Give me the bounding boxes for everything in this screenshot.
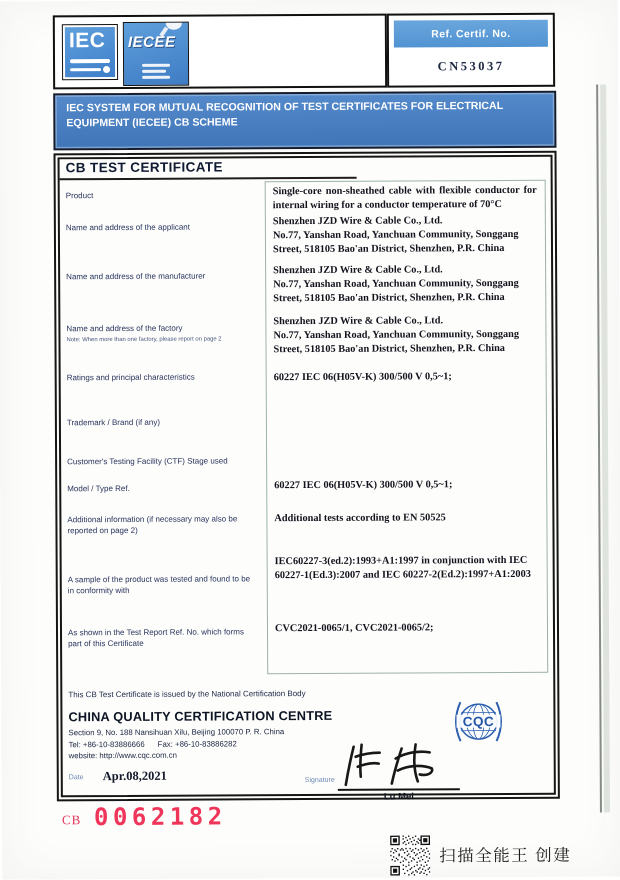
signature-label: Signature bbox=[304, 776, 335, 785]
field-label-ctf: Customer's Testing Facility (CTF) Stage used bbox=[67, 456, 228, 467]
org-address: Section 9, No. 188 Nansihuan Xilu, Beijing 100070 P. R. China bbox=[68, 727, 285, 738]
signature-handwriting bbox=[332, 738, 462, 789]
iecee-plug-icon bbox=[142, 76, 170, 79]
field-value-conformity: IEC60227-3(ed.2):1993+A1:1997 in conjunction with IEC 60227-1(Ed.3):2007 and IEC 60227-2(Ed.2):1997+A1:2003 bbox=[274, 554, 531, 582]
field-value-product: Single-core non-sheathed cable with flexible conductor for internal wiring for a conductor temperature of 70°C bbox=[272, 184, 537, 212]
field-label-manufacturer: Name and address of the manufacturer bbox=[66, 271, 206, 282]
iec-logo-bar bbox=[70, 68, 101, 71]
field-value-ratings: 60227 IEC 06(H05V-K) 300/500 V 0,5~1; bbox=[273, 371, 452, 384]
field-label-trademark: Trademark / Brand (if any) bbox=[66, 417, 161, 428]
ref-certif-label: Ref. Certif. No. bbox=[394, 20, 548, 48]
field-value-factory: Shenzhen JZD Wire & Cable Co., Ltd. No.77, Yanshan Road, Yanchuan Community, Songgang Street, 518105 Bao'an District, Shenzhen, P.R. China bbox=[273, 315, 520, 356]
org-name: CHINA QUALITY CERTIFICATION CENTRE bbox=[68, 707, 333, 725]
factory-note: Note: When more than one factory, please report on page 2 bbox=[66, 336, 222, 344]
date-label: Date bbox=[68, 774, 84, 782]
scanner-watermark-text: 扫描全能王 创建 bbox=[439, 846, 572, 866]
field-label-additional-info: Additional information (if necessary may also be reported on page 2) bbox=[67, 514, 238, 536]
org-website: website: http://www.cqc.com.cn bbox=[68, 750, 178, 761]
field-label-test-report: As shown in the Test Report Ref. No. which forms part of this Certificate bbox=[67, 627, 244, 649]
field-label-model: Model / Type Ref. bbox=[67, 483, 130, 494]
field-value-applicant: Shenzhen JZD Wire & Cable Co., Ltd. No.77, Yanshan Road, Yanchuan Community, Songgang Street, 518105 Bao'an District, Shenzhen, P.R. China bbox=[272, 215, 519, 256]
paper-edge-shadow bbox=[600, 84, 610, 812]
cqc-logo-text: CQC bbox=[462, 714, 495, 730]
org-tel-fax: Tel: +86-10-83886666 Fax: +86-10-83886282 bbox=[68, 738, 237, 749]
field-value-test-report: CVC2021-0065/1, CVC2021-0065/2; bbox=[274, 622, 434, 635]
field-label-conformity: A sample of the product was tested and found to be in conformity with bbox=[67, 574, 251, 596]
date-value: Apr.08,2021 bbox=[102, 768, 167, 784]
signatory-name: Lu Mei bbox=[383, 791, 414, 803]
field-label-ratings: Ratings and principal characteristics bbox=[66, 372, 195, 383]
cqc-logo bbox=[448, 698, 508, 745]
field-value-manufacturer: Shenzhen JZD Wire & Cable Co., Ltd. No.77, Yanshan Road, Yanchuan Community, Songgang Street, 518105 Bao'an District, Shenzhen, P.R. China bbox=[273, 264, 519, 305]
issued-by-statement: This CB Test Certificate is issued by the National Certification Body bbox=[68, 689, 306, 700]
iec-logo-bar bbox=[70, 59, 110, 63]
iecee-plug-icon bbox=[142, 64, 170, 67]
field-value-additional-info: Additional tests according to EN 50525 bbox=[274, 512, 446, 525]
iec-logo-text: IEC bbox=[68, 29, 106, 53]
field-label-applicant: Name and address of the applicant bbox=[65, 222, 190, 233]
iec-logo-dot bbox=[103, 66, 110, 73]
qr-code bbox=[390, 835, 430, 875]
iecee-logo bbox=[123, 22, 189, 86]
iecee-plug-icon bbox=[142, 70, 166, 73]
cb-stamp-prefix: CB bbox=[61, 812, 82, 828]
certificate-title: CB TEST CERTIFICATE bbox=[65, 159, 223, 176]
iec-logo bbox=[62, 24, 118, 80]
iec-logo-tile bbox=[65, 27, 115, 77]
field-label-factory: Name and address of the factory bbox=[66, 323, 183, 334]
cb-stamp-number: 0062182 bbox=[93, 802, 227, 832]
iecee-logo-text: IECEE bbox=[127, 33, 176, 51]
ref-certif-number: CN53037 bbox=[437, 58, 505, 74]
ref-certif-box bbox=[387, 13, 555, 88]
field-value-model: 60227 IEC 06(H05V-K) 300/500 V 0,5~1; bbox=[274, 479, 453, 492]
scheme-banner: IEC SYSTEM FOR MUTUAL RECOGNITION OF TEST CERTIFICATES FOR ELECTRICAL EQUIPMENT (IECEE) CB SCHEME bbox=[53, 91, 556, 151]
header-logo-panel bbox=[53, 14, 387, 90]
field-label-product: Product bbox=[65, 191, 94, 201]
